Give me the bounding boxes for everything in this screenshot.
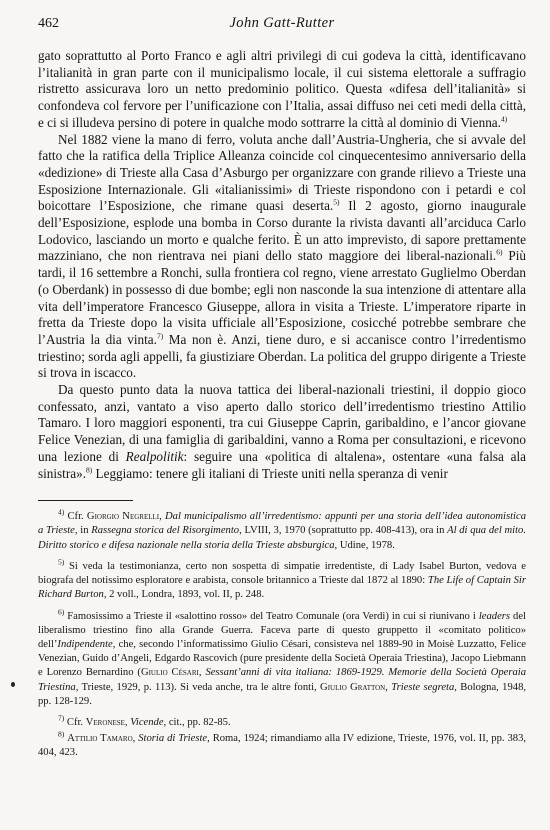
margin-ink-dot	[11, 682, 15, 687]
paragraph-2: Nel 1882 viene la mano di ferro, voluta anche dall’Austria-Ungheria, che si avvale del fatto che la ratifica della Triplice Alleanza coincide col cinquecentesimo anniversario della «dedizione» di Trieste alla Casa d’Asburgo per organizzare con grande rilievo a Trieste una Esposizione Internazionale. Gli «italianissimi» di Trieste rispondono con i petardi e col boicottare l’Esposizione, che rimane quasi deserta.$^{5)}$ Il 2 agosto, giorno inaugurale dell’Esposizione, esplode una bomba in Corso durante la rivista davanti all’arciduca Carlo Lodovico, lasciando un morto e qualche ferito. È un atto imprevisto, di sapore prettamente mazziniano, che non rientrava nei piani dello stato maggiore dei liberal-nazionali.$^{6)}$ Più tardi, il 16 settembre a Ronchi, sulla frontiera col regno, viene arrestato Guglielmo Oberdan (o Oberdank) in possesso di due bombe; egli non nasconde la sua intenzione di attentare alla vita dell’imperatore Francesco Giuseppe, allora in visita a Trieste. L’imperatore riparte in fretta da Trieste dopo la visita ufficiale all’Esposizione, cosicché potrebbe sembrare che l’Austria la dia vinta.$^{7)}$ Ma non è. Anzi, tiene duro, e si accanisce contro l’irredentismo triestino; sorda agli appelli, fa giustiziare Oberdan. La politica del gruppo dirigente a Trieste si trova in iscacco.	[38, 131, 527, 381]
footnote-ref-8: 8)	[86, 465, 93, 475]
footnote-4: $^{4)}$ Cfr. Giorgio Negrelli, Dal municipalismo all’irredentismo: appunti per una storia dell’idea autonomistica a Trieste, in Rassegna storica del Risorgimento, LVIII, 3, 1970 (soprattutto pp. 408-413), ora in Al di qua del mito. Diritto storico e difesa nazionale nella storia della Trieste absburgica, Udine, 1978.	[38, 507, 526, 551]
running-head: John Gatt-Rutter	[229, 15, 335, 31]
page-header	[38, 12, 526, 34]
footnote-ref-5: 5)	[333, 197, 340, 207]
paragraph-3: Da questo punto data la nuova tattica dei liberal-nazionali triestini, il doppio gioco confessato, anzi, vantato a viso aperto dallo storico dell’irredentismo triestino Attilio Tamaro. I loro maggiori esponenti, tra cui Giuseppe Caprin, garibaldino, e l’ancor giovane Felice Venezian, di una famiglia di garibaldini, vanno a Roma per consultazioni, e ricevono una lezione di Realpolitik: seguire una «politica di altalena», ostentare «una falsa ala sinistra».$^{8)}$ Leggiamo: tenere gli italiani di Trieste uniti nella speranza di venir	[38, 382, 526, 481]
footnote-separator	[38, 500, 133, 501]
page-number: 462	[38, 16, 59, 31]
footnote-8: $^{8)}$ Attilio Tamaro, Storia di Trieste, Roma, 1924; rimandiamo alla IV edizione, Trieste, 1976, vol. II, pp. 383, 404, 423.	[38, 729, 527, 759]
main-text	[38, 48, 526, 482]
footnote-ref-6: 6)	[496, 248, 503, 258]
paragraph-1: gato soprattutto al Porto Franco e agli altri privilegi di cui godeva la città, identificavano l’italianità in gran parte con il municipalismo locale, il cui sistema elettorale a suffragio ristretto assicurava loro un netto predominio politico. Questa «difesa dell’italianità» si confondeva col fervore per l’unificazione con l’Italia, assai diffuso nei ceti medi della città, e ci si illudeva persino di potere in qualche modo sottrarre la città al dominio di Vienna.$^{4)}$	[38, 48, 526, 130]
footnote-ref-7: 7)	[156, 331, 164, 341]
footnote-5: $^{5)}$ Si veda la testimonianza, certo non sospetta di simpatie irredentiste, di Lady Isabel Burton, vedova e biografa del notissimo esploratore e arabista, console britannico a Trieste dal 1872 al 1890: The Life of Captain Sir Richard Burton, 2 voll., Londra, 1893, vol. II, p. 248.	[38, 557, 526, 601]
footnote-ref-4: 4)	[500, 114, 508, 124]
footnote-7: $^{7)}$ Cfr. Veronese, Vicende, cit., pp. 82-85.	[58, 713, 231, 728]
footnotes	[38, 507, 527, 760]
footnote-6: $^{6)}$ Famosissimo a Trieste il «salottino rosso» del Teatro Comunale (ora Verdi) in cui si riunivano i leaders del liberalismo triestino fino alla Grande Guerra. Faceva parte di questo gruppetto il «comitato politico» dell’Indipendente, che, secondo l’informatissimo Giulio Césari, consisteva nel 1889-90 in Moisè Luzzatto, Felice Venezian, Guido d’Angeli, Edgardo Rascovich (pure presidente della Società Operaia Triestina), Jacopo Liebmann e Lorenzo Bernardino (Giulio Césari, Sessant’anni di vita italiana: 1869-1929. Memorie della Società Operaia Triestina, Trieste, 1929, p. 113). Si veda anche, tra le altre fonti, Giulio Gratton, Trieste segreta, Bologna, 1948, pp. 128-129.	[38, 606, 527, 707]
book-page	[38, 12, 526, 768]
